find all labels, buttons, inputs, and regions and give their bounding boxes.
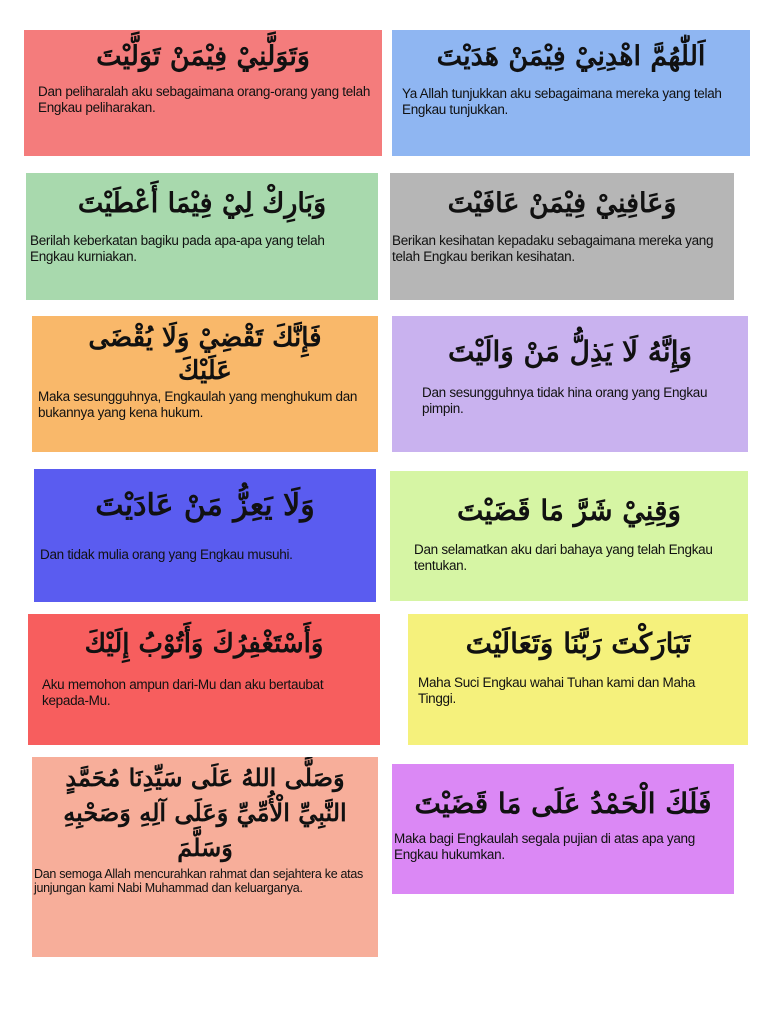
translation-text: Berilah keberkatan bagiku pada apa-apa yang telah Engkau kurniakan. — [30, 232, 325, 264]
arabic-text: وَقِنِيْ شَرَّ مَا قَضَيْتَ — [457, 494, 681, 527]
translation-text: Maha Suci Engkau wahai Tuhan kami dan Maha Tinggi. — [418, 675, 696, 706]
translation-text: Dan peliharalah aku sebagaimana orang-orang yang telah Engkau peliharakan. — [38, 83, 371, 115]
translation-text: Maka sesungguhnya, Engkaulah yang menghukum dan bukannya yang kena hukum. — [38, 389, 358, 420]
arabic-text: تَبَارَكْتَ رَبَّنَا وَتَعَالَيْتَ — [465, 627, 691, 660]
doa-card-8 — [390, 471, 748, 601]
arabic-text: وَصَلَّى اللهُ عَلَى سَيِّدِنَا مُحَمَّدٍ النَّبِيِّ الْأُمِّيِّ وَعَلَى آلِهِ وَصَحْبِهِ وَسَلَّمَ — [63, 763, 347, 862]
doa-card-9 — [28, 614, 380, 745]
arabic-text: اَللّٰهُمَّ اهْدِنِيْ فِيْمَنْ هَدَيْتَ — [436, 41, 706, 72]
doa-card-3 — [26, 173, 378, 300]
translation-text: Maka bagi Engkaulah segala pujian di atas apa yang Engkau hukumkan. — [394, 831, 695, 862]
arabic-text: وَأَسْتَغْفِرُكَ وَأَتُوْبُ إِلَيْكَ — [84, 629, 324, 659]
doa-card-4 — [390, 173, 734, 300]
doa-card-11 — [32, 757, 378, 957]
arabic-text: فَلَكَ الْحَمْدُ عَلَى مَا قَضَيْتَ — [414, 787, 712, 820]
arabic-text: وَلَا يَعِزُّ مَنْ عَادَيْتَ — [95, 488, 315, 523]
doa-card-2 — [392, 30, 750, 156]
translation-text: Aku memohon ampun dari-Mu dan aku bertaubat kepada-Mu. — [42, 676, 324, 708]
doa-card-12 — [392, 764, 734, 894]
arabic-text: وَإِنَّهُ لَا يَذِلُّ مَنْ وَالَيْتَ — [448, 335, 692, 368]
translation-text: Dan tidak mulia orang yang Engkau musuhi. — [40, 546, 293, 562]
arabic-text: وَتَوَلَّنِيْ فِيْمَنْ تَوَلَّيْتَ — [96, 41, 310, 72]
doa-card-7 — [34, 469, 376, 602]
doa-card-6 — [392, 316, 748, 452]
arabic-text: وَعَافِنِيْ فِيْمَنْ عَافَيْتَ — [447, 188, 677, 219]
translation-text: Dan selamatkan aku dari bahaya yang telah Engkau tentukan. — [414, 542, 713, 573]
doa-card-5 — [32, 316, 378, 452]
doa-card-10 — [408, 614, 748, 745]
translation-text: Dan semoga Allah mencurahkan rahmat dan sejahtera ke atas junjungan kami Nabi Muhammad dan keluarganya. — [34, 867, 363, 896]
translation-text: Ya Allah tunjukkan aku sebagaimana mereka yang telah Engkau tunjukkan. — [402, 85, 722, 117]
doa-card-1 — [24, 30, 382, 156]
translation-text: Dan sesungguhnya tidak hina orang yang Engkau pimpin. — [422, 385, 708, 416]
translation-text: Berikan kesihatan kepadaku sebagaimana mereka yang telah Engkau berikan kesihatan. — [392, 232, 714, 264]
arabic-text: وَبَارِكْ لِيْ فِيْمَا أَعْطَيْتَ — [77, 188, 327, 219]
arabic-text: فَإِنَّكَ تَقْضِيْ وَلَا يُقْضَى عَلَيْكَ — [88, 323, 322, 386]
